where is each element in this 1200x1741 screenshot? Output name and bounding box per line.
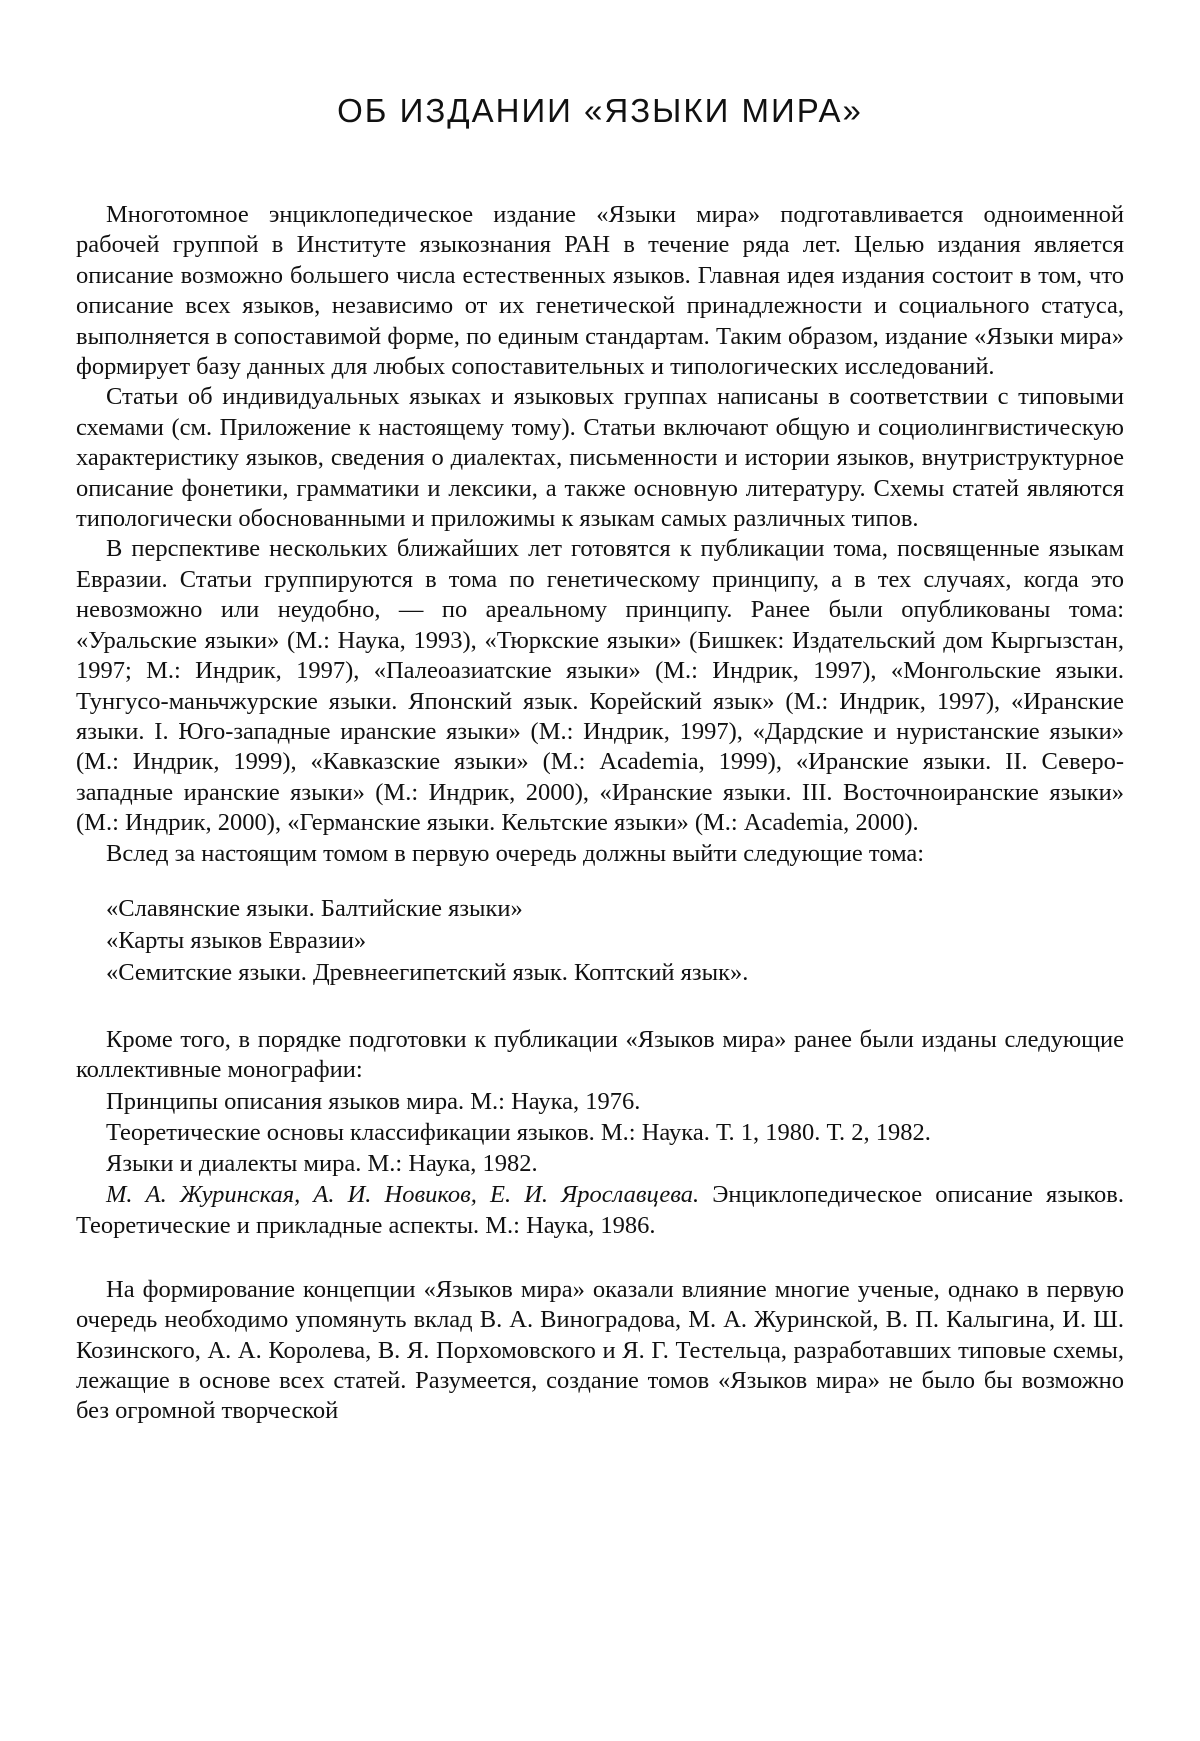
- page: [76, 92, 1124, 1427]
- list-item: [76, 1117, 1124, 1148]
- list-item: [76, 1086, 1124, 1117]
- paragraph-volumes: В перспективе нескольких ближайших лет готовятся к публикации тома, посвященные языкам Евразии. Статьи группируются в тома по генетическому принципу, а в тех случаях, когда это невозможно или неудобно, — по ареальному принципу. Ранее были опубликованы тома: «Уральские языки» (М.: Наука, 1993), «Тюркские языки» (Бишкек: Издательский дом Кыргызстан, 1997; М.: Индрик, 1997), «Палеоазиатские языки» (М.: Индрик, 1997), «Монгольские языки. Тунгусо-маньчжурские языки. Японский язык. Корейский язык» (М.: Индрик, 1997), «Иранские языки. I. Юго-западные иранские языки» (М.: Индрик, 1997), «Дардские и нуристанские языки» (М.: Индрик, 1999), «Кавказские языки» (М.: Academia, 1999), «Иранские языки. II. Северо-западные иранские языки» (М.: Индрик, 2000), «Иранские языки. III. Восточноиранские языки» (М.: Индрик, 2000), «Германские языки. Кельтские языки» (М.: Academia, 2000).: [76, 535, 1124, 837]
- paragraph-monographs-intro: Кроме того, в порядке подготовки к публикации «Языков мира» ранее были изданы следующие коллективные монографии:: [76, 1025, 1124, 1084]
- paragraph-articles: Статьи об индивидуальных языках и языковых группах написаны в соответствии с типовыми схемами (см. Приложение к настоящему тому). Статьи включают общую и социолингвистическую характеристику языков, сведения о диалектах, письменности и истории языков, внутриструктурное описание фонетики, грамматики и лексики, а также основную литературу. Схемы статей являются типологически обоснованными и приложимы к языкам самых различных типов.: [76, 383, 1124, 533]
- monographs-list: [76, 1086, 1124, 1241]
- paragraph-acknowledgements: На формирование концепции «Языков мира» оказали влияние многие ученые, однако в первую очередь необходимо упомянуть вклад В. А. Виноградова, М. А. Журинской, В. П. Калыгина, И. Ш. Козинского, А. А. Королева, В. Я. Порхомовского и Я. Г. Тестельца, разработавших типовые схемы, лежащие в основе всех статей. Разумеется, создание томов «Языков мира» не было бы возможно без огромной творческой: [76, 1275, 1124, 1425]
- monograph-text: Языки и диалекты мира. М.: Наука, 1982.: [106, 1149, 538, 1177]
- list-item: [76, 1148, 1124, 1179]
- monograph-text: Теоретические основы классификации языков. М.: Наука. Т. 1, 1980. Т. 2, 1982.: [106, 1118, 931, 1146]
- monograph-text: Энциклопедическое описание языков. Теоретические и прикладные аспекты. М.: Наука, 1986.: [76, 1180, 1124, 1239]
- list-item: «Карты языков Евразии»: [106, 926, 367, 954]
- paragraph-next-volumes: Вслед за настоящим томом в первую очередь должны выйти следующие тома:: [106, 839, 925, 867]
- monograph-authors: М. А. Журинская, А. И. Новиков, Е. И. Ярославцева.: [106, 1180, 700, 1208]
- upcoming-volumes-list: [106, 893, 1124, 989]
- list-item: «Славянские языки. Балтийские языки»: [106, 894, 523, 922]
- page-title: ОБ ИЗДАНИИ «ЯЗЫКИ МИРА»: [337, 92, 863, 129]
- spacer: [76, 1241, 1124, 1275]
- monograph-text: Принципы описания языков мира. М.: Наука, 1976.: [106, 1087, 641, 1115]
- list-item: [76, 1179, 1124, 1241]
- list-item: «Семитские языки. Древнеегипетский язык. Коптский язык».: [106, 958, 749, 986]
- paragraph-intro: Многотомное энциклопедическое издание «Языки мира» подготавливается одноименной рабочей группой в Институте языкознания РАН в течение ряда лет. Целью издания является описание возможно большего числа естественных языков. Главная идея издания состоит в том, что описание всех языков, независимо от их генетической принадлежности и социального статуса, выполняется в сопоставимой форме, по единым стандартам. Таким образом, издание «Языки мира» формирует базу данных для любых сопоставительных и типологических исследований.: [76, 201, 1124, 381]
